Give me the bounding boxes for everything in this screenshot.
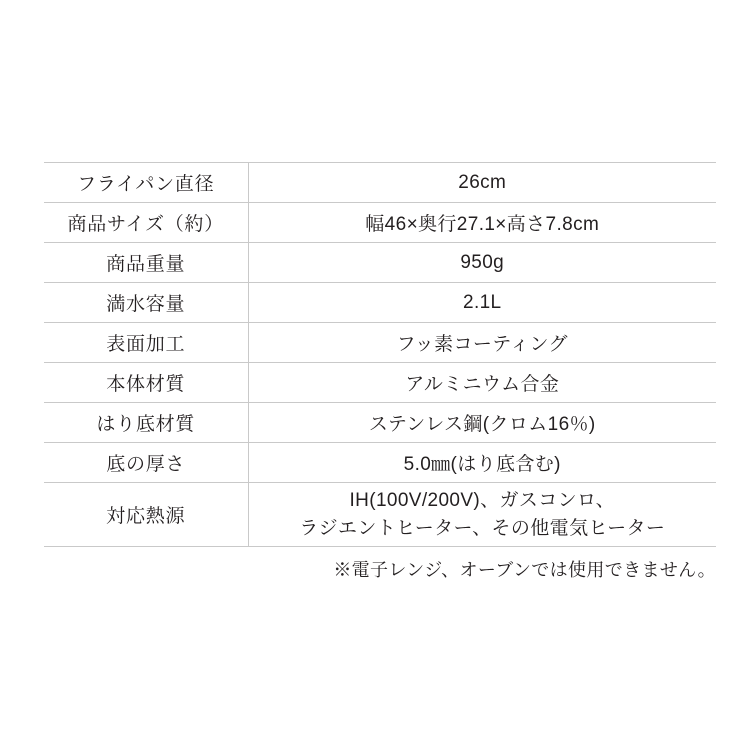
spec-value: アルミニウム合金 (405, 374, 560, 395)
table-row (44, 403, 716, 443)
spec-table-body (44, 163, 716, 547)
usage-note: ※電子レンジ、オーブンでは使用できません。 (333, 560, 716, 580)
heat-source-line-2: ラジエントヒーター、その他電気ヒーター (299, 517, 666, 539)
table-row-heat-source (44, 483, 716, 547)
spec-label: 本体材質 (44, 363, 248, 403)
spec-label: 底の厚さ (44, 443, 248, 483)
spec-value: 5.0㎜(はり底含む) (403, 454, 561, 475)
table-row (44, 283, 716, 323)
table-row (44, 243, 716, 283)
spec-label: 満水容量 (44, 283, 248, 323)
table-row (44, 323, 716, 363)
spec-value: フッ素コーティング (396, 334, 568, 355)
spec-value: 2.1L (463, 291, 502, 313)
spec-label: 表面加工 (44, 323, 248, 363)
spec-label: 商品サイズ（約） (44, 203, 248, 243)
spec-label: フライパン直径 (44, 163, 248, 203)
spec-value: 950g (460, 251, 505, 273)
spec-value: 26cm (458, 171, 507, 193)
table-row (44, 443, 716, 483)
spec-table (44, 162, 716, 547)
table-row (44, 163, 716, 203)
spec-label: 商品重量 (44, 243, 248, 283)
spec-label: はり底材質 (44, 403, 248, 443)
spec-value: 幅46×奥行27.1×高さ7.8cm (365, 214, 600, 235)
spec-value (248, 483, 716, 547)
spec-table-container (44, 162, 716, 547)
table-row (44, 363, 716, 403)
spec-label: 対応熱源 (44, 483, 248, 547)
spec-value: ステンレス鋼(クロム16％) (368, 414, 596, 435)
table-row (44, 203, 716, 243)
heat-source-line-1: IH(100V/200V)、ガスコンロ、 (349, 489, 616, 511)
